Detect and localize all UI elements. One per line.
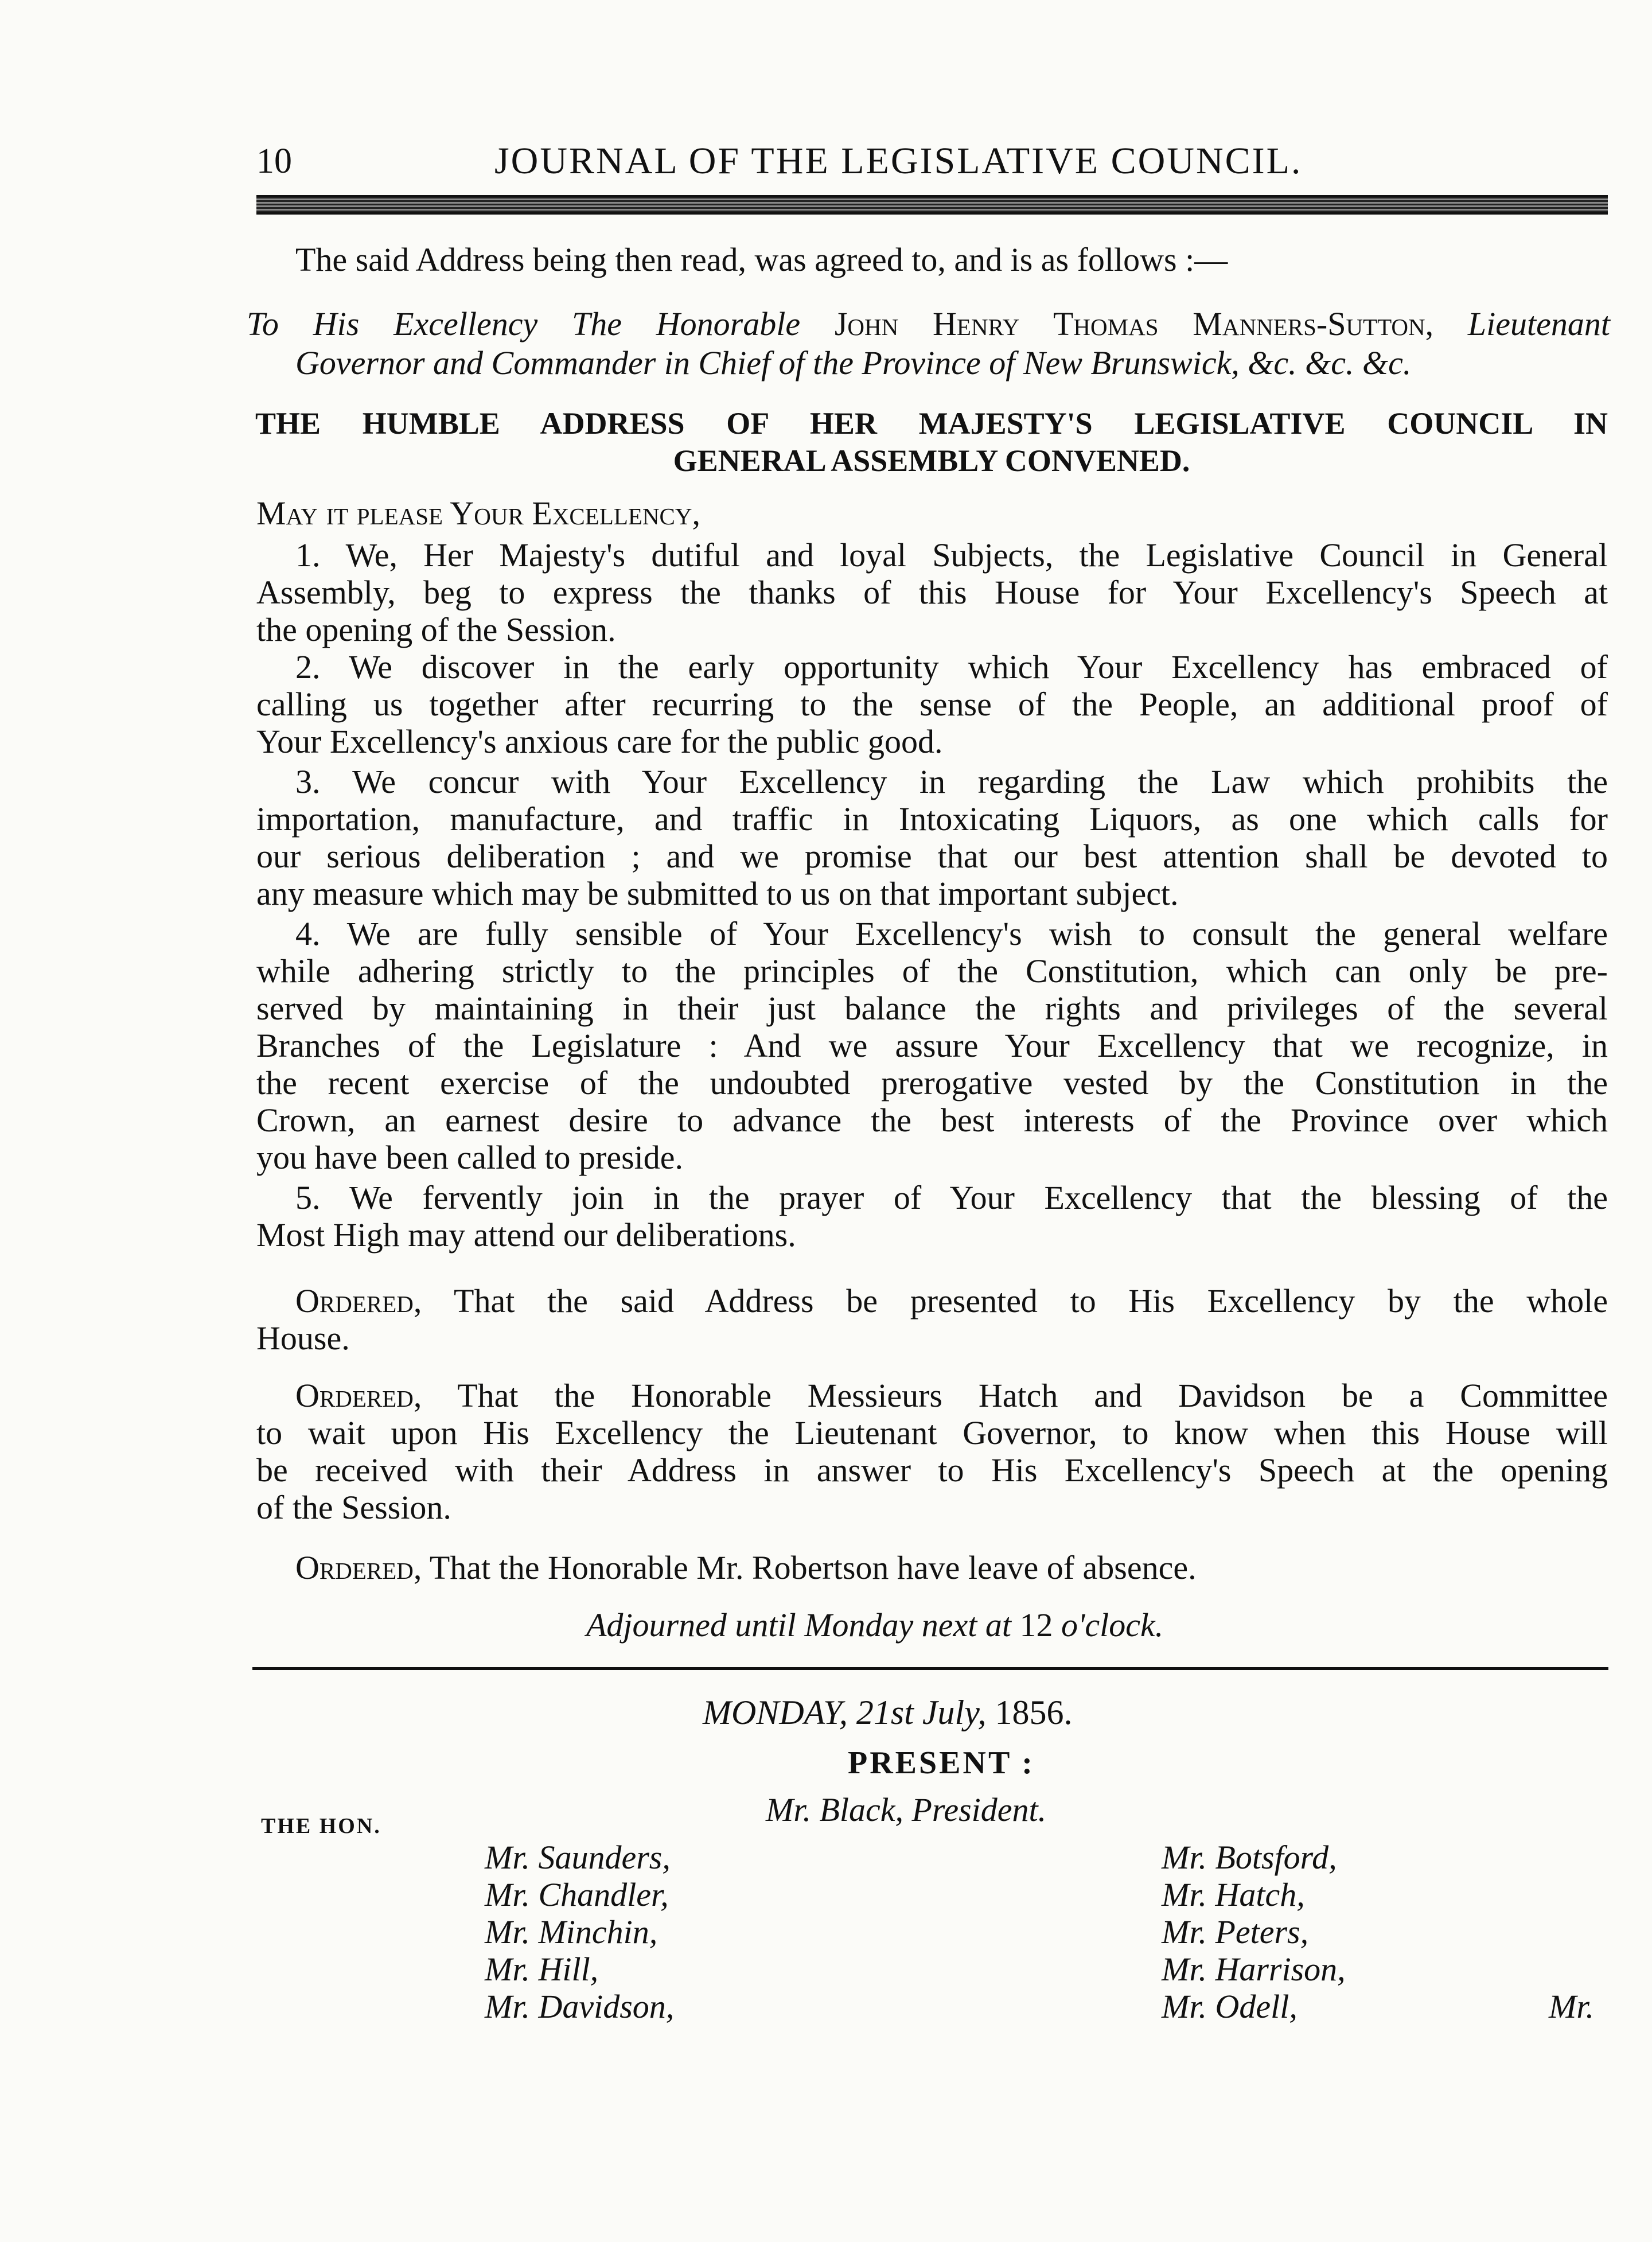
paragraph-line: 3. We concur with Your Excellency in regarding the Law which prohibits the: [295, 763, 1608, 800]
header-rule: [256, 195, 1608, 215]
member-name: Mr. Harrison,: [1162, 1951, 1346, 1988]
paragraph-line: the opening of the Session.: [256, 611, 616, 648]
paragraph-line: calling us together after recurring to the sense of the People, an additional proof of: [256, 686, 1608, 723]
member-name: Mr. Chandler,: [485, 1876, 669, 1913]
member-name: Mr. Odell,: [1162, 1988, 1298, 2025]
intro-line: The said Address being then read, was agreed to, and is as follows :—: [295, 241, 1228, 278]
paragraph-line: 1. We, Her Majesty's dutiful and loyal Subjects, the Legislative Council in General: [295, 536, 1608, 574]
order-label: Ordered,: [295, 1377, 422, 1414]
paragraph-line: Assembly, beg to express the thanks of this House for Your Excellency's Speech at: [256, 574, 1608, 611]
paragraph-line: 2. We discover in the early opportunity which Your Excellency has embraced of: [295, 648, 1608, 686]
addressee-line-2: Governor and Commander in Chief of the Province of New Brunswick, &c. &c. &c.: [295, 344, 1412, 382]
member-name: Mr. Hatch,: [1162, 1876, 1305, 1913]
member-name: Mr. Peters,: [1162, 1913, 1309, 1951]
date-line: MONDAY, 21st July, 1856.: [703, 1694, 1073, 1731]
addressee-line-1: [247, 305, 1610, 343]
section-rule: [252, 1667, 1608, 1670]
member-name: Mr. Minchin,: [485, 1913, 658, 1951]
hon-label: THE HON.: [261, 1814, 381, 1838]
paragraph-line: importation, manufacture, and traffic in Intoxicating Liquors, as one which calls for: [256, 800, 1608, 838]
member-name: Mr. Hill,: [485, 1951, 599, 1988]
running-title: JOURNAL OF THE LEGISLATIVE COUNCIL.: [494, 140, 1303, 182]
order-label: Ordered,: [295, 1282, 422, 1319]
address-title-line-1: THE HUMBLE ADDRESS OF HER MAJESTY'S LEGISLATIVE COUNCIL IN: [255, 406, 1608, 441]
order-line: be received with their Address in answer to His Excellency's Speech at the opening: [256, 1451, 1608, 1489]
order-line: Ordered, That the Honorable Mr. Robertson have leave of absence.: [295, 1549, 1197, 1586]
paragraph-line: the recent exercise of the undoubted prerogative vested by the Constitution in the: [256, 1064, 1608, 1101]
catchword: Mr.: [1549, 1988, 1594, 2025]
paragraph-line: while adhering strictly to the principles of the Constitution, which can only be pre-: [256, 952, 1608, 990]
paragraph-line: our serious deliberation ; and we promise that our best attention shall be devoted to: [256, 838, 1608, 875]
addressee-suffix: Lieutenant: [1467, 305, 1610, 342]
order-line: of the Session.: [256, 1489, 451, 1526]
paragraph-line: Crown, an earnest desire to advance the best interests of the Province over which: [256, 1101, 1608, 1139]
member-name: Mr. Saunders,: [485, 1839, 671, 1876]
paragraph-line: Your Excellency's anxious care for the public good.: [256, 723, 943, 760]
paragraph-line: you have been called to preside.: [256, 1139, 684, 1176]
addressee-name: John Henry Thomas Manners-Sutton,: [834, 305, 1434, 342]
paragraph-line: any measure which may be submitted to us on that important subject.: [256, 875, 1179, 912]
salutation: May it please Your Excellency,: [256, 495, 700, 532]
order-line: to wait upon His Excellency the Lieutenant Governor, to know when this House will: [256, 1414, 1608, 1451]
page-number: 10: [256, 142, 292, 181]
paragraph-line: 5. We fervently join in the prayer of Your Excellency that the blessing of the: [295, 1179, 1608, 1216]
member-name: Mr. Botsford,: [1162, 1839, 1337, 1876]
address-title-line-2: GENERAL ASSEMBLY CONVENED.: [673, 443, 1190, 478]
order-label: Ordered,: [295, 1549, 422, 1586]
paragraph-line: 4. We are fully sensible of Your Excellency's wish to consult the general welfare: [295, 915, 1608, 952]
order-line: House.: [256, 1319, 350, 1357]
present-heading: PRESENT :: [848, 1745, 1035, 1781]
paragraph-line: Most High may attend our deliberations.: [256, 1216, 796, 1254]
paragraph-line: served by maintaining in their just balance the rights and privileges of the several: [256, 990, 1608, 1027]
member-name: Mr. Davidson,: [485, 1988, 675, 2025]
order-line: Ordered, That the said Address be presented to His Excellency by the whole: [295, 1282, 1608, 1319]
adjourned-line: Adjourned until Monday next at 12 o'clock.: [586, 1606, 1164, 1644]
order-line: Ordered, That the Honorable Messieurs Hatch and Davidson be a Committee: [295, 1377, 1608, 1414]
president-line: Mr. Black, President.: [766, 1791, 1047, 1828]
addressee-prefix: To His Excellency The Honorable: [247, 305, 801, 342]
paragraph-line: Branches of the Legislature : And we assure Your Excellency that we recognize, in: [256, 1027, 1608, 1064]
